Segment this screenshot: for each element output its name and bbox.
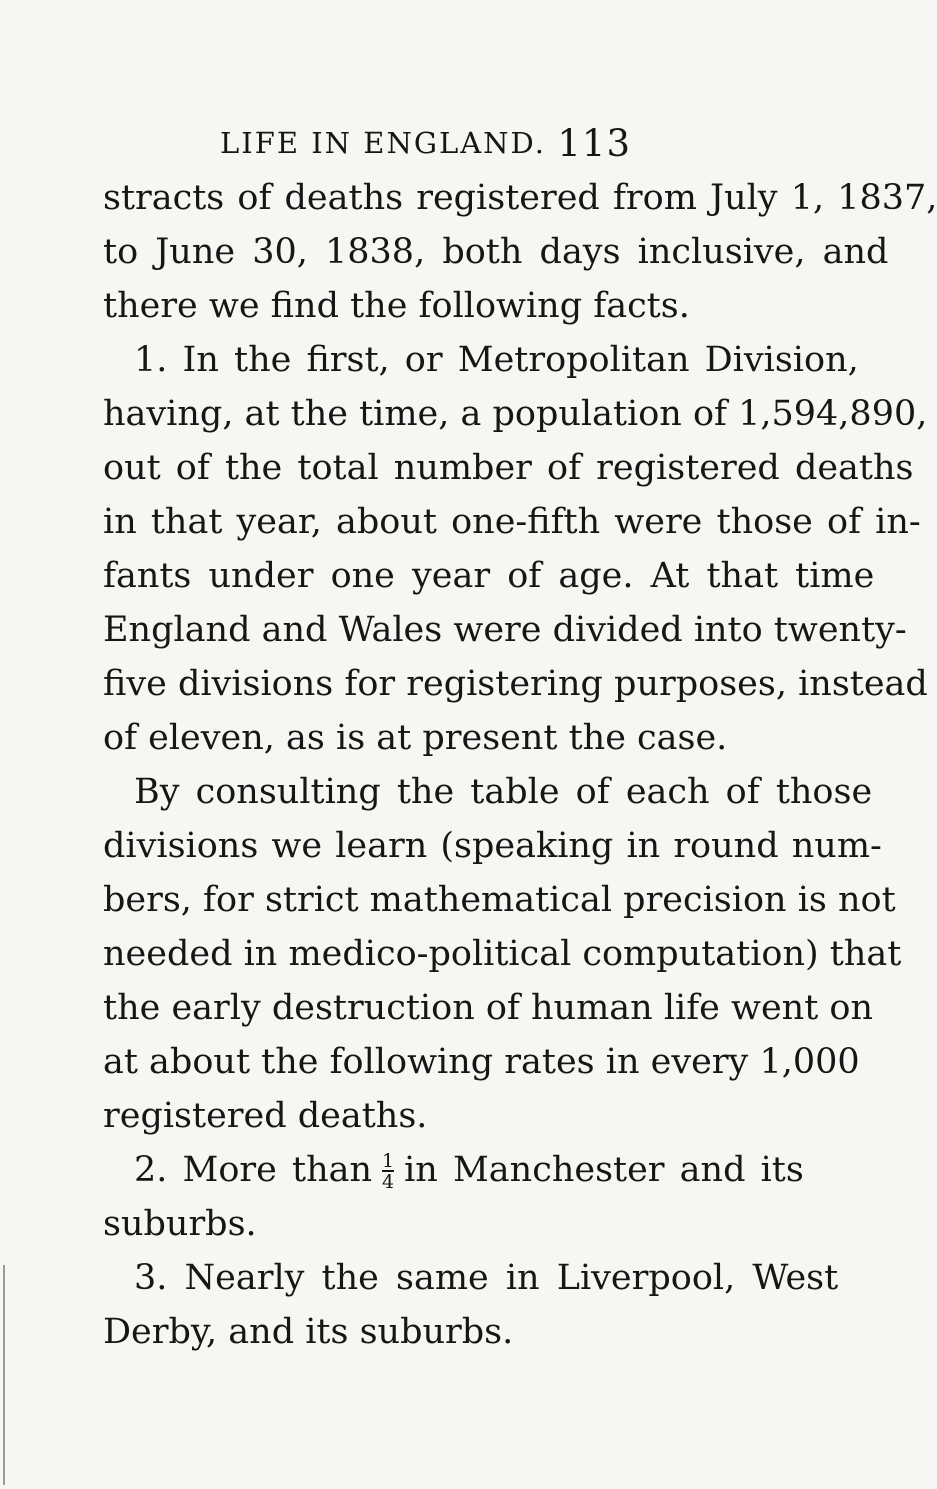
text-line: 1. In the first, or Metropolitan Division, [134,340,859,380]
text-line: out of the total number of registered deaths [103,448,914,488]
item-2-suffix: in Manchester and its [404,1150,804,1190]
page-number: 113 [557,122,631,165]
text-line: 3. Nearly the same in Liverpool, West [134,1258,839,1298]
page-edge-shadow [3,1265,5,1485]
text-line: the early destruction of human life went on [103,988,874,1028]
text-line: having, at the time, a population of 1,594,890, [103,394,928,434]
text-line: bers, for strict mathematical precision is not [103,880,896,920]
text-line: five divisions for registering purposes, instead [103,664,928,704]
fraction-one-quarter [382,1152,394,1191]
text-line: in that year, about one-fifth were those of in- [103,502,921,542]
text-line: registered deaths. [103,1096,428,1136]
text-line: Derby, and its suburbs. [103,1312,514,1352]
text-line: England and Wales were divided into twenty- [103,610,907,650]
page-header [0,122,800,166]
text-line-item-2 [134,1150,804,1191]
text-line: needed in medico-political computation) that [103,934,902,974]
text-line: By consulting the table of each of those [134,772,873,812]
text-line: of eleven, as is at present the case. [103,718,728,758]
text-line: to June 30, 1838, both days inclusive, and [103,232,889,272]
text-line: there we find the following facts. [103,286,690,326]
text-line: divisions we learn (speaking in round num- [103,826,882,866]
text-line: fants under one year of age. At that time [103,556,875,596]
item-2-prefix: 2. More than [134,1150,373,1190]
fraction-denominator: 4 [382,1171,395,1193]
text-line: at about the following rates in every 1,000 [103,1042,860,1082]
fraction-numerator: 1 [382,1150,395,1172]
text-line: suburbs. [103,1204,257,1244]
running-head: LIFE IN ENGLAND. [220,126,546,160]
text-line: stracts of deaths registered from July 1, 1837, [103,178,937,218]
